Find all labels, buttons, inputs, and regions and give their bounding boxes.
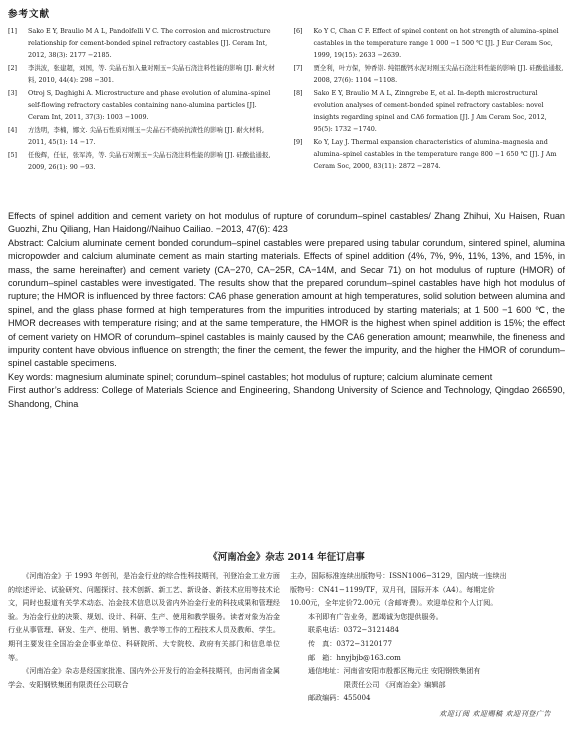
reference-item [294,87,566,135]
references-section [8,6,565,174]
reference-text: 李洪波，张建超，刘国，等. 尖晶石加入量对刚玉−尖晶石浇注料性能的影响 [J]. 耐火材料, 2010, 44(4): 298 −301. [28,64,275,84]
reference-number: [5] [8,151,18,159]
abstract-citation: Effects of spinel addition and cement variety on hot modulus of rupture of corundum–spinel castables/ Zhang Zhihui, Xu Haisen, Ruan Guozhi, Zhu Qiliang, Han Haidong//Naihuo Cailiao. −2013, 47(6): 423 [8,211,565,235]
subscription-notice [8,549,565,721]
notice-line: 10.00元，全年定价72.00元（含邮寄费）。欢迎单位和个人订阅。 [290,598,498,608]
contact-phone: 联系电话：0372−3121484 [308,625,400,635]
reference-item [8,87,280,123]
reference-number: [6] [293,27,303,35]
reference-number: [7] [293,64,303,72]
author-address: First author’s address: College of Materials Science and Engineering, Shandong University of Science and Technology, Qingdao 266590, Shandong, China [8,385,565,409]
references-left-column [8,25,280,174]
reference-item [294,62,566,86]
notice-footer-slogan: 欢迎订阅 欢迎赐稿 欢迎刊登广告 [439,708,551,718]
notice-right-column [290,569,565,721]
english-abstract [8,210,565,411]
contact-address: 通信地址：河南省安阳市殷都区梅元庄 安阳钢铁集团有 [308,666,481,676]
reference-text: Sako E Y, Braulio M A L, Pandolfelli V C. The corrosion and microstructure relationship for cement-bonded spinel refractory castables [J]. Ceram Int, 2012, 38(3): 2177 −2185. [28,27,271,59]
notice-line: 版物号：CN41−1199/TF，双月刊，国际开本（A4）。每期定价 [290,584,495,594]
references-title: 参考文献 [8,9,51,20]
reference-text: Ko Y C, Chan C F. Effect of spinel content on hot strength of alumina–spinel castables in the temperature range 1 000 −1 500 ℃ [J]. J Eur Ceram Soc, 1999, 19(15): 2633 −2639. [313,27,559,59]
reference-number: [4] [8,126,18,134]
reference-item [8,124,280,148]
notice-paragraph: 《河南冶金》于 1993 年创刊，是冶金行业的综合性科技期刊，刊登冶金工业方面的综述评论、试验研究、问题探讨、技术创新、新工艺、新设备、新技术应用等技术论文，同时也报道有关学术动态、冶金技术信息以及省内外冶金行业的科技成果和管理经验。为冶金行业的决策、规划、设计、科研、生产、使用和教学服务。读者对象为冶金行业从事管理、研发、生产、使用、销售、教学等工作的工程技术人员及教师、学生。期刊主要发往全国冶金企事业单位、科研院所、大专院校、政府有关部门和信息单位等。 [8,571,280,662]
contact-fax: 传 真：0372−3120177 [308,638,392,648]
notice-left-column [8,569,280,721]
reference-text: 任俊辉，任征，张军涛，等. 尖晶石对刚玉−尖晶石浇注料性能的影响 [J]. 硅酸盐通报, 2009, 26(1): 90 −93. [28,151,271,171]
reference-text: 方迭明，李楠，娜文. 尖晶石性质对刚玉−尖晶石不烧砖抗渣性的影响 [J]. 耐火材料, 2011, 45(1): 14 −17. [28,126,264,146]
reference-number: [3] [8,89,18,97]
reference-number: [2] [8,64,18,72]
contact-postcode: 邮政编码：455004 [308,693,371,703]
reference-number: [1] [8,27,18,35]
notice-line: 本刊即有广告业务，愿竭诚为您提供服务。 [308,611,443,621]
contact-email: 邮 箱：hnyjbjb@163.com [308,652,401,662]
reference-item [8,149,280,173]
abstract-keywords: Key words: magnesium aluminate spinel; corundum–spinel castables; hot modulus of rupture; calcium aluminate cement [8,371,493,382]
notice-line: 主办，国际标准连续出版物号：ISSN1006−3129，国内统一连续出 [290,571,507,580]
reference-number: [8] [293,89,303,97]
notice-paragraph: 《河南冶金》杂志是经国家批准、国内外公开发行的冶金科技期刊，由河南省金属学会、安阳钢铁集团有限责任公司联合 [8,666,280,689]
contact-address-continued: 限责任公司 《河南冶金》编辑部 [344,679,446,689]
reference-item [294,25,566,61]
reference-number: [9] [293,138,303,146]
notice-title: 《河南冶金》杂志 2014 年征订启事 [208,552,365,563]
references-right-column [294,25,566,174]
reference-text: Otroj S, Daghighi A. Microstructure and phase evolution of alumina–spinel self-flowing refractory castables containing nano-alumina particles [J]. Ceram Int, 2011, 37(3): 1003 −1009. [28,89,271,121]
reference-item [8,25,280,61]
reference-text: 贾全利，叶方保，钟香崇. 纯铝酸钙水泥对刚玉尖晶石浇注料性能的影响 [J]. 硅酸盐通报, 2008, 27(6): 1104 −1108. [313,64,564,84]
reference-text: Ko Y, Lay J. Thermal expansion characteristics of alumina–magnesia and alumina–spinel castables in the temperature range 800 −1 650 ℃ [J]. J Am Ceram Soc, 2000, 83(11): 2872 −2874. [313,138,557,170]
reference-item [8,62,280,86]
reference-text: Sako E Y, Braulio M A L, Zinngrebe E, et al. In-depth microstructural evolution analyses of cement-bonded spinel refractory castables: novel insights regarding spinel and CA6 formation [J]. J Am Ceram Soc, 2012, 95(5): 1732 −1740. [313,89,547,133]
reference-item [294,136,566,172]
abstract-body: Abstract: Calcium aluminate cement bonded corundum–spinel castables were prepared using tabular corundum, sintered spinel, alumina micropowder and calcium aluminate cement as main starting materials. Effects of spinel addition (4%, 7%, 9%, 11%, 13%, and 15%, in mass, the same hereinafter) and cement variety (CA−270, CA−25R, CA−14M, and Secar 71) on hot modulus of rupture (HMOR) of corundum–spinel castables were investigated. The results show that the prepared corundum–spinel castables have high hot modulus of rupture; the HMOR is influenced by three factors: CA6 phase generation amount at high temperatures, solid solution between alumina and spinel, and the glass phase formed at high temperatures from the impurities introduced by starting materials; at 1 500 −1 600 ℃, the HMOR decreases with temperature rising; and at the same temperature, the HMOR is the highest when spinel addition is 15%; the effect of cement variety on HMOR of corundum–spinel castables is mainly caused by the CA6 generation amount; meanwhile, the fineness and impurity content have obvious influence on strength; the finer the cement, the fewer the impurity, and the higher the HMOR of corundum–spinel castable specimens. [8,237,565,369]
